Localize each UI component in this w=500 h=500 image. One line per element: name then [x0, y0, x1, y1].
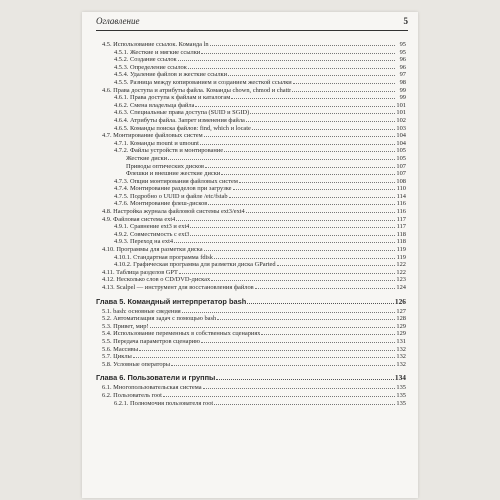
running-title: Оглавление — [96, 16, 140, 26]
dot-leader — [228, 70, 395, 76]
toc-entry-title: 4.9.3. Переход на ext4 — [114, 238, 174, 246]
toc-entry-page: 118 — [396, 230, 406, 238]
table-of-contents — [96, 40, 406, 406]
dot-leader — [229, 192, 395, 198]
toc-entry — [96, 383, 406, 391]
toc-entry-title: 4.9.1. Сравнение ext3 и ext4 — [114, 223, 190, 231]
dot-leader — [133, 352, 395, 358]
toc-entry — [96, 307, 406, 315]
toc-entry-title: 5.3. Привет, мир! — [102, 322, 149, 330]
toc-entry-page: 135 — [396, 399, 406, 407]
toc-entry-page: 134 — [394, 373, 406, 383]
toc-entry — [96, 63, 406, 71]
toc-entry-title: 4.6.4. Атрибуты файла. Запрет изменения файла — [114, 116, 245, 124]
dot-leader — [179, 268, 395, 274]
dot-leader — [150, 322, 395, 328]
toc-entry-title: 5.4. Использование переменных в собственных сценариях — [102, 330, 261, 338]
toc-entry-page: 135 — [396, 391, 406, 399]
dot-leader — [195, 101, 395, 107]
toc-entry-page: 129 — [396, 330, 406, 338]
toc-entry-title: 5.8. Условные операторы — [102, 360, 171, 368]
toc-entry — [96, 215, 406, 223]
dot-leader — [233, 184, 395, 190]
toc-entry-title: 4.8. Настройка журнала файловой системы ext3/ext4 — [102, 208, 245, 216]
toc-entry-title: 4.12. Несколько слов о CD/DVD-дисках — [102, 276, 211, 284]
toc-entry-title: 4.5.4. Удаление файлов и жесткие ссылки — [114, 71, 228, 79]
toc-entry-title: Жесткие диски — [126, 154, 168, 162]
toc-entry — [96, 245, 406, 253]
toc-entry-page: 118 — [396, 238, 406, 246]
toc-entry-title: 4.7.6. Монтирование флеш-дисков — [114, 200, 208, 208]
toc-entry-page: 103 — [396, 124, 406, 132]
toc-entry-title: Приводы оптических дисков — [126, 162, 205, 170]
toc-entry-page: 132 — [396, 345, 406, 353]
toc-entry — [96, 86, 406, 94]
toc-entry-page: 107 — [396, 170, 406, 178]
toc-entry-page: 124 — [396, 284, 406, 291]
toc-entry — [96, 154, 406, 162]
dot-leader — [217, 314, 395, 320]
dot-leader — [246, 116, 395, 122]
dot-leader — [239, 177, 395, 183]
toc-entry-title: 4.6. Права доступа и атрибуты файла. Команды chown, chmod и chattr — [102, 86, 292, 94]
toc-entry — [96, 222, 406, 230]
toc-entry-page: 104 — [396, 139, 406, 147]
toc-entry — [96, 283, 406, 291]
toc-entry-title: 4.10.1. Стандартная программа fdisk — [114, 253, 213, 261]
toc-entry-page: 110 — [396, 185, 406, 193]
toc-entry-page: 122 — [396, 261, 406, 269]
toc-entry — [96, 322, 406, 330]
toc-entry — [96, 260, 406, 268]
toc-entry — [96, 70, 406, 78]
toc-entry — [96, 78, 406, 86]
toc-entry-title: 4.9. Файловая система ext4 — [102, 215, 176, 223]
toc-entry-title: Флешки и внешние жесткие диски — [126, 170, 221, 178]
toc-entry-page: 105 — [396, 154, 406, 162]
toc-entry-title: 4.6.5. Команды поиска файлов: find, which и locate — [114, 124, 251, 132]
dot-leader — [211, 275, 395, 281]
dot-leader — [200, 139, 395, 145]
toc-entry — [96, 169, 406, 177]
toc-entry-title: Глава 5. Командный интерпретатор bash — [96, 296, 247, 306]
toc-entry — [96, 116, 406, 124]
dot-leader — [261, 329, 395, 335]
dot-leader — [201, 48, 395, 54]
toc-entry-title: 4.6.2. Смена владельца файла — [114, 101, 195, 109]
dot-leader — [190, 222, 395, 228]
toc-entry — [96, 253, 406, 261]
dot-leader — [168, 154, 395, 160]
toc-entry-page: 135 — [396, 384, 406, 392]
dot-leader — [204, 131, 395, 137]
toc-entry — [96, 108, 406, 116]
toc-entry — [96, 192, 406, 200]
toc-entry — [96, 146, 406, 154]
toc-entry-title: 4.7.5. Подробно о UUID и файле /etc/fstab — [114, 192, 228, 200]
toc-entry-title: 4.7.2. Файлы устройств и монтирование — [114, 147, 224, 155]
dot-leader — [247, 298, 394, 304]
toc-entry — [96, 162, 406, 170]
dot-leader — [221, 169, 395, 175]
toc-entry-page: 104 — [396, 132, 406, 140]
toc-entry-title: 4.13. Scalpel — инструмент для восстановления файлов — [102, 284, 254, 291]
book-page — [82, 12, 418, 498]
toc-entry — [96, 177, 406, 185]
dot-leader — [231, 93, 395, 99]
toc-entry-title: 4.5.5. Разница между копированием и созданием жесткой ссылки — [114, 78, 292, 86]
dot-leader — [205, 162, 395, 168]
toc-entry-title: 5.5. Передача параметров сценарию — [102, 337, 200, 345]
toc-entry-page: 116 — [396, 200, 406, 208]
toc-entry — [96, 399, 406, 407]
dot-leader — [203, 383, 395, 389]
toc-entry — [96, 207, 406, 215]
toc-entry-page: 102 — [396, 116, 406, 124]
toc-entry-title: 4.5.3. Определение ссылок — [114, 63, 187, 71]
toc-entry-title: 4.7. Монтирование файловых систем — [102, 132, 203, 140]
dot-leader — [204, 245, 395, 251]
dot-leader — [293, 78, 395, 84]
dot-leader — [255, 283, 395, 289]
toc-entry-title: 5.6. Массивы — [102, 345, 139, 353]
toc-entry-page: 99 — [399, 94, 406, 102]
page-header — [96, 12, 408, 31]
toc-entry-page: 95 — [399, 48, 406, 56]
toc-entry-page: 126 — [394, 296, 406, 306]
toc-entry-page: 98 — [399, 78, 406, 86]
dot-leader — [210, 40, 395, 46]
toc-entry-title: 4.7.3. Опции монтирования файловых систем — [114, 177, 238, 185]
dot-leader — [214, 399, 395, 405]
toc-entry-page: 105 — [396, 147, 406, 155]
dot-leader — [246, 207, 395, 213]
toc-entry-page: 96 — [399, 63, 406, 71]
toc-entry — [96, 131, 406, 139]
toc-entry — [96, 199, 406, 207]
dot-leader — [224, 146, 395, 152]
dot-leader — [171, 360, 395, 366]
toc-entry-page: 95 — [399, 41, 406, 48]
toc-entry-title: 6.2. Пользователь root — [102, 391, 162, 399]
toc-entry-page: 119 — [396, 253, 406, 261]
toc-entry-page: 119 — [396, 246, 406, 254]
toc-entry-title: 4.7.1. Команды mount и umount — [114, 139, 199, 147]
toc-entry-page: 132 — [396, 353, 406, 361]
toc-entry-title: 6.2.1. Полномочия пользователя root — [114, 399, 214, 407]
dot-leader — [182, 307, 395, 313]
toc-entry — [96, 275, 406, 283]
toc-entry-page: 116 — [396, 208, 406, 216]
toc-entry-page: 96 — [399, 56, 406, 64]
toc-entry-page: 101 — [396, 101, 406, 109]
toc-entry — [96, 391, 406, 399]
dot-leader — [252, 124, 395, 130]
toc-chapter-entry — [96, 373, 406, 383]
page-number: 5 — [403, 16, 408, 26]
dot-leader — [214, 253, 395, 259]
toc-entry-page: 129 — [396, 322, 406, 330]
toc-entry — [96, 40, 406, 48]
toc-entry — [96, 352, 406, 360]
dot-leader — [139, 345, 395, 351]
toc-entry — [96, 101, 406, 109]
toc-entry — [96, 124, 406, 132]
dot-leader — [208, 199, 395, 205]
dot-leader — [292, 86, 395, 92]
dot-leader — [163, 391, 395, 397]
toc-entry-page: 97 — [399, 71, 406, 79]
toc-entry-page: 114 — [396, 192, 406, 200]
toc-entry-page: 101 — [396, 109, 406, 117]
toc-entry — [96, 48, 406, 56]
toc-entry-title: 4.5. Использование ссылок. Команда ln — [102, 41, 209, 48]
toc-entry-page: 117 — [396, 215, 406, 223]
toc-entry-page: 107 — [396, 162, 406, 170]
toc-entry-title: 4.5.1. Жесткие и мягкие ссылки — [114, 48, 201, 56]
toc-entry — [96, 55, 406, 63]
dot-leader — [277, 260, 395, 266]
toc-entry-title: 4.10.2. Графическая программа для разметки диска GParted — [114, 261, 276, 269]
toc-entry — [96, 268, 406, 276]
dot-leader — [178, 55, 395, 61]
toc-entry — [96, 345, 406, 353]
toc-entry-page: 128 — [396, 315, 406, 323]
toc-entry — [96, 237, 406, 245]
toc-entry-page: 131 — [396, 337, 406, 345]
toc-entry-page: 127 — [396, 307, 406, 315]
dot-leader — [176, 215, 395, 221]
toc-entry — [96, 337, 406, 345]
toc-entry-page: 117 — [396, 223, 406, 231]
dot-leader — [190, 230, 395, 236]
toc-entry — [96, 93, 406, 101]
dot-leader — [250, 108, 395, 114]
toc-entry-page: 99 — [399, 86, 406, 94]
toc-entry-title: 6.1. Многопользовательская система — [102, 384, 202, 392]
toc-entry-title: 4.5.2. Создание ссылок — [114, 56, 177, 64]
toc-entry — [96, 329, 406, 337]
dot-leader — [188, 63, 395, 69]
toc-entry — [96, 360, 406, 368]
toc-entry-title: Глава 6. Пользователи и группы — [96, 373, 216, 383]
toc-entry-title: 5.2. Автоматизация задач с помощью bash — [102, 315, 217, 323]
toc-chapter-entry — [96, 297, 406, 307]
dot-leader — [201, 337, 395, 343]
toc-entry-page: 123 — [396, 276, 406, 284]
dot-leader — [216, 374, 394, 380]
toc-entry-title: 4.7.4. Монтирование разделов при загрузке — [114, 185, 232, 193]
toc-entry-title: 4.6.1. Права доступа к файлам и каталогам — [114, 94, 231, 102]
toc-entry-page: 132 — [396, 360, 406, 368]
dot-leader — [174, 237, 395, 243]
toc-entry-title: 4.6.3. Специальные права доступа (SUID и SGID) — [114, 109, 250, 117]
toc-entry-page: 122 — [396, 268, 406, 276]
toc-entry-title: 5.7. Циклы — [102, 353, 132, 361]
toc-entry-page: 108 — [396, 177, 406, 185]
toc-entry — [96, 230, 406, 238]
toc-entry-title: 4.10. Программы для разметки диска — [102, 246, 203, 254]
toc-entry-title: 5.1. bash: основные сведения — [102, 307, 181, 315]
toc-entry — [96, 184, 406, 192]
toc-entry-title: 4.11. Таблица разделов GPT — [102, 268, 178, 276]
toc-entry — [96, 139, 406, 147]
toc-entry — [96, 314, 406, 322]
toc-entry-title: 4.9.2. Совместимость с ext3 — [114, 230, 190, 238]
